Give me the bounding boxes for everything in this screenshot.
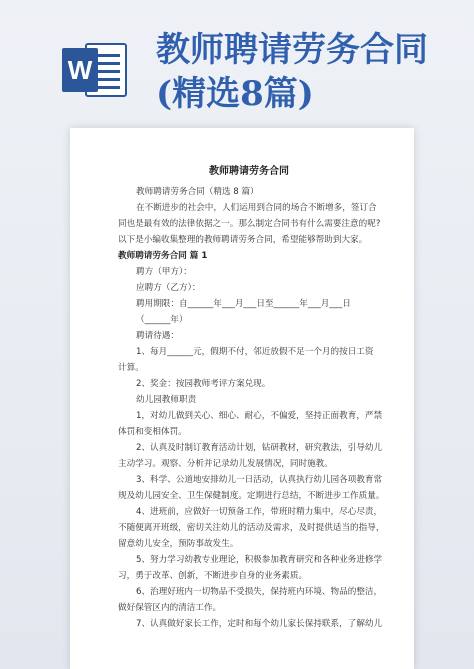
duty-4-line-b: 不随便离开班级，密切关注幼儿的活动及需求，及时提供适当的指导， <box>118 523 385 533</box>
duty-6-line-a: 6、治理好班内一切物品不受损失，保持班内环境、物品的整洁， <box>136 587 383 597</box>
duty-1-line-b: 体罚和变相体罚。 <box>118 427 187 437</box>
party-b-line: 应聘方（乙方）： <box>136 283 201 293</box>
svg-text:W: W <box>67 55 93 85</box>
period-line-2: （______年） <box>136 315 188 325</box>
duty-2-line-b: 主动学习。观察、分析并记录幼儿发展情况，同时施教。 <box>118 459 333 469</box>
header-title <box>156 28 456 116</box>
party-a-line: 聘方（甲方）： <box>136 267 192 277</box>
period-line-1: 聘用期限：自______年___月___日至______年___月___日 <box>136 299 351 309</box>
duty-4-line-a: 4、进班前，应做好一切预备工作，带班时精力集中，尽心尽责， <box>136 507 383 517</box>
title-line-1: 教师聘请劳务合同 <box>156 30 428 70</box>
word-document-icon <box>62 40 130 100</box>
document-body <box>70 128 414 632</box>
duty-4-line-c: 留意幼儿安全，预防事故发生。 <box>118 539 239 549</box>
item-1-line-b: 计算。 <box>118 363 144 373</box>
title-line-2: (精选8篇) <box>156 74 314 114</box>
section-heading: 教师聘请劳务合同 篇 1 <box>118 251 208 261</box>
intro-line-3: 以下是小编收集整理的教师聘请劳务合同，希望能够帮助到大家。 <box>118 235 368 245</box>
duty-7-line-a: 7、认真做好家长工作，定时和每个幼儿家长保持联系，了解幼儿 <box>136 619 383 629</box>
document-title: 教师聘请劳务合同 <box>209 166 289 177</box>
duty-1-line-a: 1，对幼儿做到关心、细心、耐心，不偏爱，坚持正面教育，严禁 <box>136 411 383 421</box>
duty-6-line-b: 做好保管区内的清洁工作。 <box>118 603 222 613</box>
duty-5-line-b: 习，勇于改革、创新，不断进步自身的业务素质。 <box>118 571 308 581</box>
document-page <box>70 128 414 669</box>
duty-3-line-a: 3、科学、公道地安排幼儿一日活动，认真执行幼儿园各项教育常 <box>136 475 383 485</box>
treatment-label: 聘请待遇： <box>136 331 179 341</box>
duty-5-line-a: 5、努力学习幼教专业理论，积极参加教育研究和各种业务进修学 <box>136 555 383 565</box>
intro-line-2: 同也是最有效的法律依据之一。那么制定合同书有什么需要注意的呢? <box>118 219 381 229</box>
item-2-line: 2、奖金：按园教师考评方案兑现。 <box>136 379 271 389</box>
duty-2-line-a: 2、认真及时制订教育活动计划，钻研教材，研究教法，引导幼儿 <box>136 443 383 453</box>
item-1-line-a: 1、每月______元，假期不付，邻近放假不足一个月的按日工资 <box>136 347 374 357</box>
intro-line-1: 在不断进步的社会中，人们运用到合同的场合不断增多，签订合 <box>136 203 377 213</box>
duty-3-line-b: 规及幼儿园安全、卫生保健制度。定期进行总结，不断进步工作质量。 <box>118 491 385 501</box>
duties-heading: 幼儿园教师职责 <box>136 395 197 405</box>
document-subtitle: 教师聘请劳务合同（精选 8 篇） <box>136 187 259 197</box>
